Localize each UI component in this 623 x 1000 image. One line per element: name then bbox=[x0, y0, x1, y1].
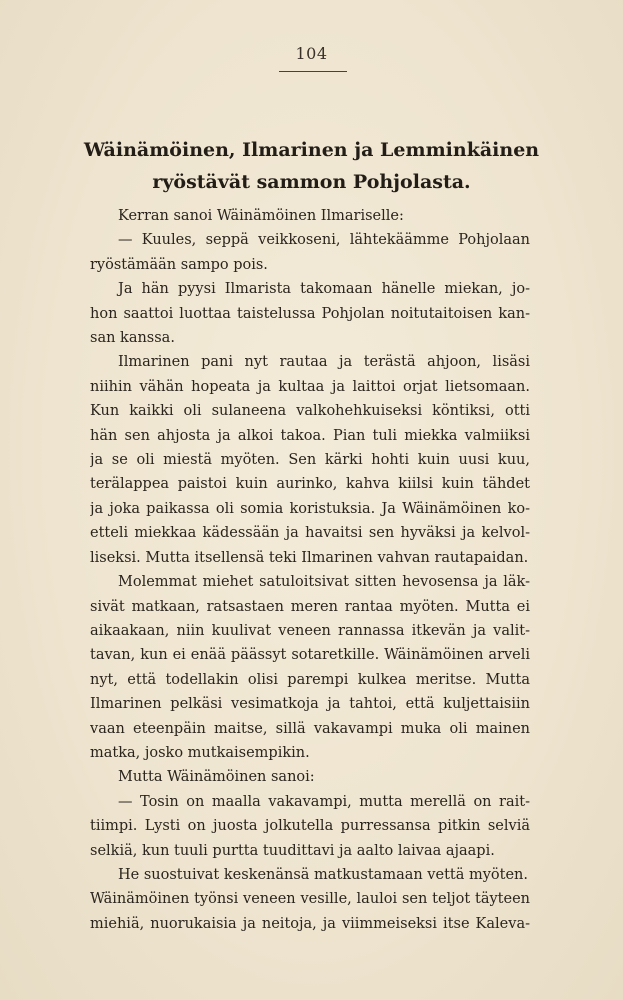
text-line: hän sen ahjosta ja alkoi takoa. Pian tuli miekka valmiiksi bbox=[90, 427, 530, 444]
text-line: terälappea paistoi kuin aurinko, kahva kiilsi kuin tähdet bbox=[90, 476, 530, 493]
text-line: nyt, että todellakin olisi parempi kulkea meritse. Mutta bbox=[90, 671, 530, 688]
chapter-title-line-1: Wäinämöinen, Ilmarinen ja Lemminkäinen bbox=[83, 139, 540, 161]
text-line: san kanssa. bbox=[90, 330, 175, 347]
text-line: niihin vähän hopeata ja kultaa ja laittoi orjat lietsomaan. bbox=[90, 378, 530, 395]
text-line: — Tosin on maalla vakavampi, mutta merellä on rait- bbox=[118, 793, 530, 810]
text-line: selkiä, kun tuuli purtta tuudittavi ja aalto laivaa ajaapi. bbox=[90, 842, 495, 859]
page-number: 104 bbox=[295, 44, 328, 63]
text-line: hon saattoi luottaa taistelussa Pohjolan noitutaitoisen kan- bbox=[90, 305, 530, 322]
text-line: Ja hän pyysi Ilmarista takomaan hänelle miekan, jo- bbox=[118, 281, 530, 298]
text-line: ja joka paikassa oli somia koristuksia. Ja Wäinämöinen ko- bbox=[90, 500, 530, 517]
text-line: Mutta Wäinämöinen sanoi: bbox=[118, 769, 315, 786]
text-line: Kun kaikki oli sulaneena valkohehkuiseksi köntiksi, otti bbox=[90, 403, 530, 420]
chapter-title bbox=[40, 134, 583, 198]
text-line: Kerran sanoi Wäinämöinen Ilmariselle: bbox=[118, 208, 404, 224]
text-line: aikaakaan, niin kuulivat veneen rannassa itkevän ja valit- bbox=[90, 622, 530, 639]
text-line: vaan eteenpäin maitse, sillä vakavampi muka oli mainen bbox=[90, 720, 530, 737]
text-line: Ilmarinen pelkäsi vesimatkoja ja tahtoi, että kuljettaisiin bbox=[90, 696, 530, 713]
text-line: matka, josko mutkaisempikin. bbox=[90, 744, 310, 761]
text-line: tavan, kun ei enää päässyt sotaretkille. Wäinämöinen arveli bbox=[90, 647, 530, 664]
text-line: etteli miekkaa kädessään ja havaitsi sen hyväksi ja kelvol- bbox=[90, 525, 530, 542]
text-line: Wäinämöinen työnsi veneen vesille, lauloi sen teljot täyteen bbox=[90, 891, 530, 908]
text-line: ryöstämään sampo pois. bbox=[90, 256, 268, 273]
text-line: — Kuules, seppä veikkoseni, lähtekäämme Pohjolaan bbox=[118, 232, 530, 249]
text-line: tiimpi. Lysti on juosta jolkutella purressansa pitkin selviä bbox=[90, 818, 530, 835]
text-line: ja se oli miestä myöten. Sen kärki hohti kuin uusi kuu, bbox=[90, 452, 530, 469]
text-line: miehiä, nuorukaisia ja neitoja, ja viimmeiseksi itse Kaleva- bbox=[90, 915, 530, 932]
text-line: Molemmat miehet satuloitsivat sitten hevosensa ja läk- bbox=[118, 574, 530, 591]
chapter-title-line-2: ryöstävät sammon Pohjolasta. bbox=[152, 171, 471, 193]
text-line: He suostuivat keskenänsä matkustamaan vettä myöten. bbox=[118, 866, 529, 883]
body-text bbox=[90, 204, 530, 936]
text-line: sivät matkaan, ratsastaen meren rantaa myöten. Mutta ei bbox=[90, 598, 530, 615]
page-number-rule bbox=[279, 71, 347, 72]
text-line: Ilmarinen pani nyt rautaa ja terästä ahjoon, lisäsi bbox=[118, 354, 530, 371]
text-line: liseksi. Mutta itsellensä teki Ilmarinen vahvan rautapaidan. bbox=[90, 549, 529, 566]
